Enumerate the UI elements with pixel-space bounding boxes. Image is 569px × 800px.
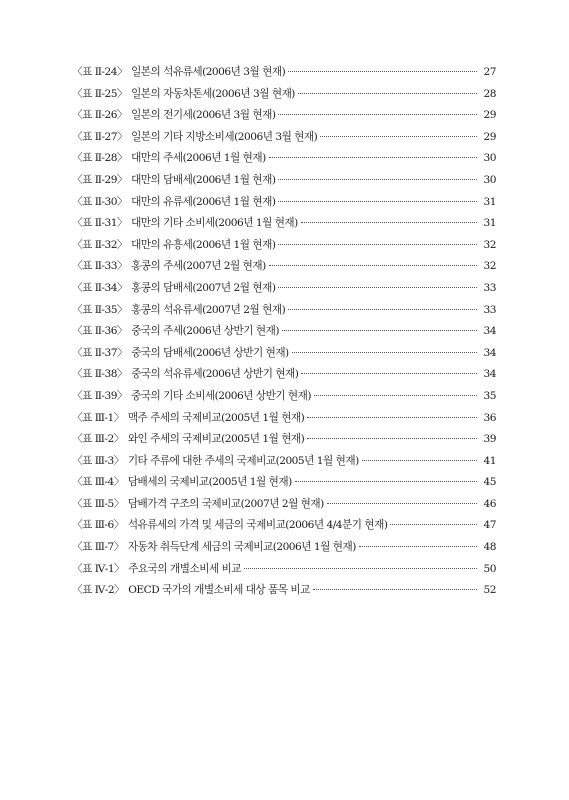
table-number-label: 〈표 Ⅱ-25〉 xyxy=(72,87,128,100)
page-number: 32 xyxy=(483,260,496,273)
table-title: 일본의 기타 지방소비세(2006년 3월 현재) xyxy=(131,130,318,143)
table-number-label: 〈표 Ⅱ-29〉 xyxy=(72,173,128,186)
table-title: 석유류세의 가격 및 세금의 국제비교(2006년 4/4분기 현재) xyxy=(127,519,388,532)
page-number: 45 xyxy=(483,476,496,489)
dot-leader xyxy=(278,244,477,245)
toc-entry[interactable] xyxy=(72,235,496,257)
toc-entry[interactable] xyxy=(72,213,496,235)
table-title: 일본의 전기세(2006년 3월 현재) xyxy=(131,109,276,122)
toc-entry[interactable] xyxy=(72,343,496,365)
table-title: 맥주 주세의 국제비교(2005년 1월 현재) xyxy=(127,411,305,424)
page-number: 29 xyxy=(483,130,496,143)
dot-leader xyxy=(314,395,477,396)
toc-entry[interactable] xyxy=(72,472,496,494)
table-title: 대만의 기타 소비세(2006년 1월 현재) xyxy=(131,217,298,230)
toc-entry[interactable] xyxy=(72,300,496,322)
toc-entry[interactable] xyxy=(72,148,496,170)
toc-entry[interactable] xyxy=(72,192,496,214)
dot-leader xyxy=(282,330,477,331)
table-title: 와인 주세의 국제비교(2005년 1월 현재) xyxy=(127,433,305,446)
table-title: 홍콩의 석유류세(2007년 2월 현재) xyxy=(131,303,286,316)
dot-leader xyxy=(278,287,477,288)
dot-leader xyxy=(292,352,477,353)
page-number: 29 xyxy=(483,109,496,122)
table-title: 일본의 자동차톤세(2006년 3월 현재) xyxy=(131,87,295,100)
table-title: 자동차 취득단계 세금의 국제비교(2006년 1월 현재) xyxy=(127,541,356,554)
dot-leader xyxy=(390,524,477,525)
page-number: 31 xyxy=(483,217,496,230)
dot-leader xyxy=(301,373,477,374)
toc-entry[interactable] xyxy=(72,256,496,278)
page-number: 33 xyxy=(483,303,496,316)
page-number: 39 xyxy=(483,433,496,446)
toc-entry[interactable] xyxy=(72,364,496,386)
toc-entry[interactable] xyxy=(72,429,496,451)
table-title: 일본의 석유류세(2006년 3월 현재) xyxy=(131,66,286,78)
table-title: 주요국의 개별소비세 비교 xyxy=(128,562,242,575)
table-title: 대만의 유흥세(2006년 1월 현재) xyxy=(131,238,276,251)
dot-leader xyxy=(359,546,477,547)
table-number-label: 〈표 Ⅱ-27〉 xyxy=(72,130,128,143)
table-title: 대만의 주세(2006년 1월 현재) xyxy=(131,152,266,165)
table-number-label: 〈표 Ⅲ-2〉 xyxy=(72,433,124,446)
table-number-label: 〈표 Ⅳ-2〉 xyxy=(72,584,125,597)
table-number-label: 〈표 Ⅱ-24〉 xyxy=(72,66,128,78)
table-number-label: 〈표 Ⅱ-36〉 xyxy=(72,325,128,338)
table-of-contents-list xyxy=(72,62,496,602)
page-number: 34 xyxy=(483,346,496,359)
page-number: 31 xyxy=(483,195,496,208)
table-number-label: 〈표 Ⅲ-1〉 xyxy=(72,411,124,424)
dot-leader xyxy=(278,179,477,180)
table-number-label: 〈표 Ⅱ-32〉 xyxy=(72,238,128,251)
toc-entry[interactable] xyxy=(72,580,496,602)
toc-entry[interactable] xyxy=(72,494,496,516)
table-number-label: 〈표 Ⅲ-6〉 xyxy=(72,519,124,532)
toc-entry[interactable] xyxy=(72,451,496,473)
table-number-label: 〈표 Ⅱ-30〉 xyxy=(72,195,128,208)
dot-leader xyxy=(278,114,477,115)
page-number: 32 xyxy=(483,238,496,251)
toc-entry[interactable] xyxy=(72,321,496,343)
table-title: 중국의 석유류세(2006년 상반기 현재) xyxy=(131,368,299,381)
table-number-label: 〈표 Ⅱ-33〉 xyxy=(72,260,128,273)
table-title: OECD 국가의 개별소비세 대상 품목 비교 xyxy=(128,584,310,597)
toc-entry[interactable] xyxy=(72,559,496,581)
dot-leader xyxy=(301,222,477,223)
page-number: 41 xyxy=(483,454,496,467)
page-number: 30 xyxy=(483,152,496,165)
toc-entry[interactable] xyxy=(72,62,496,84)
page-number: 30 xyxy=(483,173,496,186)
toc-entry[interactable] xyxy=(72,537,496,559)
table-number-label: 〈표 Ⅲ-5〉 xyxy=(72,497,124,510)
table-number-label: 〈표 Ⅱ-26〉 xyxy=(72,109,128,122)
page-number: 36 xyxy=(483,411,496,424)
table-number-label: 〈표 Ⅱ-35〉 xyxy=(72,303,128,316)
dot-leader xyxy=(288,71,477,72)
table-number-label: 〈표 Ⅱ-38〉 xyxy=(72,368,128,381)
page-number: 48 xyxy=(483,541,496,554)
table-number-label: 〈표 Ⅱ-37〉 xyxy=(72,346,128,359)
page-number: 33 xyxy=(483,281,496,294)
dot-leader xyxy=(298,93,477,94)
dot-leader xyxy=(244,568,477,569)
table-number-label: 〈표 Ⅲ-7〉 xyxy=(72,541,124,554)
table-title: 담배세의 국제비교(2005년 1월 현재) xyxy=(127,476,292,489)
toc-entry[interactable] xyxy=(72,105,496,127)
page-number: 52 xyxy=(483,584,496,597)
page-number: 34 xyxy=(483,325,496,338)
dot-leader xyxy=(278,201,477,202)
page-number: 34 xyxy=(483,368,496,381)
dot-leader xyxy=(288,309,477,310)
table-title: 중국의 기타 소비세(2006년 상반기 현재) xyxy=(131,389,312,402)
dot-leader xyxy=(327,503,477,504)
page-number: 35 xyxy=(483,389,496,402)
page-number: 27 xyxy=(483,66,496,78)
toc-entry[interactable] xyxy=(72,127,496,149)
dot-leader xyxy=(295,481,477,482)
dot-leader xyxy=(320,136,477,137)
page-number: 47 xyxy=(483,519,496,532)
table-number-label: 〈표 Ⅱ-34〉 xyxy=(72,281,128,294)
table-title: 홍콩의 담배세(2007년 2월 현재) xyxy=(131,281,276,294)
dot-leader xyxy=(307,438,477,439)
table-number-label: 〈표 Ⅳ-1〉 xyxy=(72,562,125,575)
dot-leader xyxy=(362,460,477,461)
page-number: 28 xyxy=(483,87,496,100)
toc-entry[interactable] xyxy=(72,278,496,300)
table-number-label: 〈표 Ⅲ-4〉 xyxy=(72,476,124,489)
table-title: 담배가격 구조의 국제비교(2007년 2월 현재) xyxy=(127,497,324,510)
toc-entry[interactable] xyxy=(72,408,496,430)
table-title: 대만의 담배세(2006년 1월 현재) xyxy=(131,173,276,186)
dot-leader xyxy=(307,417,477,418)
dot-leader xyxy=(313,589,477,590)
table-number-label: 〈표 Ⅱ-31〉 xyxy=(72,217,128,230)
dot-leader xyxy=(269,157,477,158)
page-number: 50 xyxy=(483,562,496,575)
table-title: 기타 주류에 대한 주세의 국제비교(2005년 1월 현재) xyxy=(127,454,359,467)
table-number-label: 〈표 Ⅱ-28〉 xyxy=(72,152,128,165)
table-number-label: 〈표 Ⅲ-3〉 xyxy=(72,454,124,467)
toc-entry[interactable] xyxy=(72,84,496,106)
table-title: 대만의 유류세(2006년 1월 현재) xyxy=(131,195,276,208)
toc-entry[interactable] xyxy=(72,170,496,192)
toc-entry[interactable] xyxy=(72,515,496,537)
dot-leader xyxy=(269,265,477,266)
table-title: 중국의 주세(2006년 상반기 현재) xyxy=(131,325,279,338)
table-title: 중국의 담배세(2006년 상반기 현재) xyxy=(131,346,289,359)
table-title: 홍콩의 주세(2007년 2월 현재) xyxy=(131,260,266,273)
page-number: 46 xyxy=(483,497,496,510)
toc-entry[interactable] xyxy=(72,386,496,408)
table-number-label: 〈표 Ⅱ-39〉 xyxy=(72,389,128,402)
